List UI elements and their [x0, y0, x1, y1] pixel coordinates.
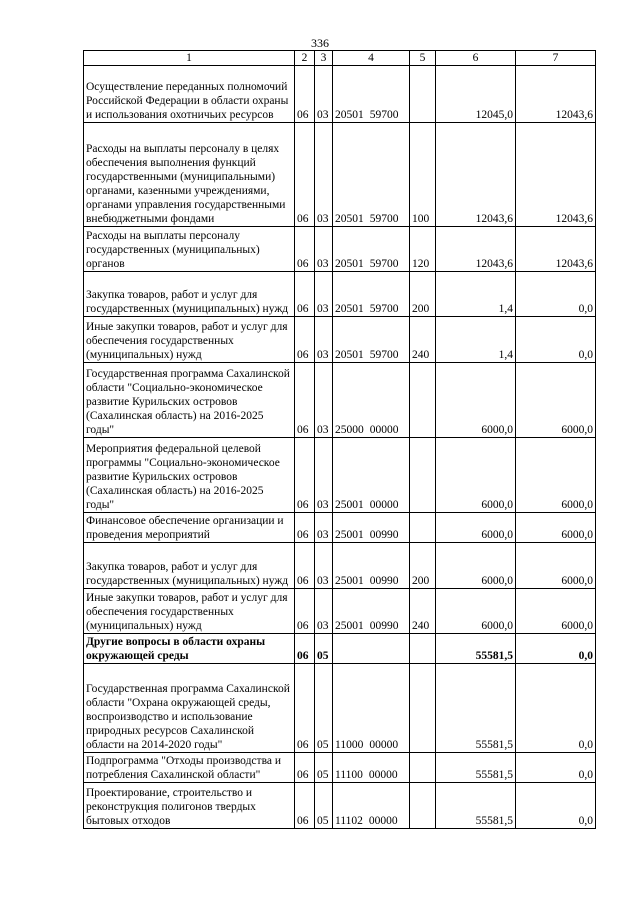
row-target-code — [333, 543, 410, 589]
row-amount-1: 55581,5 — [436, 783, 516, 829]
row-target-code — [333, 753, 410, 783]
row-amount-1: 6000,0 — [436, 363, 516, 438]
budget-table — [83, 50, 596, 829]
row-target-code-direction: 00990 — [369, 529, 399, 541]
row-target-code-program: 25001 — [335, 529, 364, 541]
row-amount-1: 1,4 — [436, 272, 516, 317]
row-target-code — [333, 227, 410, 272]
row-target-code — [333, 272, 410, 317]
row-expense-type — [410, 363, 436, 438]
row-name: Подпрограмма "Отходы производства и потребления Сахалинской области" — [84, 753, 295, 783]
row-amount-1: 6000,0 — [436, 543, 516, 589]
row-target-code-direction: 00990 — [369, 575, 399, 587]
row-name: Расходы на выплаты персоналу в целях обеспечения выполнения функций государственными (муниципальными) органами, казенными учреждениями, органами управления государственными внебюджетными фондами — [84, 123, 295, 227]
row-target-code-program: 25001 — [335, 620, 364, 632]
row-section: 06 — [295, 317, 315, 363]
row-amount-1: 12043,6 — [436, 123, 516, 227]
row-subsection: 03 — [315, 66, 333, 123]
row-amount-1: 6000,0 — [436, 589, 516, 634]
row-amount-2: 0,0 — [516, 664, 596, 753]
row-section: 06 — [295, 664, 315, 753]
row-subsection: 03 — [315, 123, 333, 227]
row-target-code-direction: 59700 — [369, 303, 399, 315]
table-row — [84, 589, 596, 634]
row-expense-type — [410, 753, 436, 783]
row-target-code-direction: 00990 — [369, 620, 399, 632]
table-row — [84, 317, 596, 363]
row-target-code-program: 11100 — [335, 769, 363, 781]
table-row — [84, 66, 596, 123]
row-target-code — [333, 123, 410, 227]
row-name: Иные закупки товаров, работ и услуг для обеспечения государственных (муниципальных) нужд — [84, 317, 295, 363]
row-subsection: 05 — [315, 664, 333, 753]
row-target-code-program: 25001 — [335, 499, 364, 511]
row-target-code-program: 11102 — [335, 815, 363, 827]
row-expense-type — [410, 513, 436, 543]
table-row — [84, 783, 596, 829]
row-name: Мероприятия федеральной целевой программы "Социально-экономическое развитие Курильских островов (Сахалинская область) на 2016-2025 годы" — [84, 438, 295, 513]
row-amount-2: 6000,0 — [516, 438, 596, 513]
table-row — [84, 634, 596, 664]
row-name: Закупка товаров, работ и услуг для государственных (муниципальных) нужд — [84, 543, 295, 589]
table-row — [84, 123, 596, 227]
row-subsection: 05 — [315, 634, 333, 664]
row-name: Другие вопросы в области охраны окружающей среды — [84, 634, 295, 664]
row-target-code-program: 25001 — [335, 575, 364, 587]
row-subsection: 03 — [315, 317, 333, 363]
table-row — [84, 272, 596, 317]
row-amount-2: 12043,6 — [516, 66, 596, 123]
row-expense-type: 240 — [410, 317, 436, 363]
row-amount-1: 12043,6 — [436, 227, 516, 272]
row-target-code-direction: 59700 — [369, 213, 399, 225]
row-section: 06 — [295, 513, 315, 543]
row-section: 06 — [295, 66, 315, 123]
header-row — [84, 51, 596, 66]
row-expense-type — [410, 783, 436, 829]
row-target-code-direction: 00000 — [368, 815, 398, 827]
page-number: 336 — [311, 36, 329, 50]
row-amount-1: 12045,0 — [436, 66, 516, 123]
row-section: 06 — [295, 123, 315, 227]
row-target-code — [333, 664, 410, 753]
row-subsection: 05 — [315, 753, 333, 783]
row-target-code-program: 20501 — [335, 213, 364, 225]
row-expense-type — [410, 634, 436, 664]
row-subsection: 03 — [315, 363, 333, 438]
row-amount-1: 55581,5 — [436, 664, 516, 753]
row-amount-1: 55581,5 — [436, 753, 516, 783]
row-target-code-direction: 00000 — [369, 739, 399, 751]
header-col-5: 5 — [410, 51, 436, 66]
row-target-code-direction: 00000 — [368, 769, 398, 781]
row-amount-2: 12043,6 — [516, 123, 596, 227]
row-amount-2: 12043,6 — [516, 227, 596, 272]
row-target-code-program: 20501 — [335, 303, 364, 315]
row-section: 06 — [295, 272, 315, 317]
row-section: 06 — [295, 227, 315, 272]
row-name: Государственная программа Сахалинской области "Социально-экономическое развитие Курильских островов (Сахалинская область) на 2016-2025 годы" — [84, 363, 295, 438]
header-col-7: 7 — [516, 51, 596, 66]
row-subsection: 03 — [315, 513, 333, 543]
row-target-code — [333, 438, 410, 513]
row-target-code-direction: 00000 — [369, 499, 399, 511]
header-col-1: 1 — [84, 51, 295, 66]
table-row — [84, 513, 596, 543]
row-subsection: 03 — [315, 272, 333, 317]
row-target-code-program: 25000 — [335, 424, 364, 436]
row-amount-2: 0,0 — [516, 317, 596, 363]
row-name: Расходы на выплаты персоналу государственных (муниципальных) органов — [84, 227, 295, 272]
row-target-code-program: 11000 — [335, 739, 364, 751]
row-amount-2: 0,0 — [516, 753, 596, 783]
table-row — [84, 664, 596, 753]
row-name: Осуществление переданных полномочий Российской Федерации в области охраны и использования охотничьих ресурсов — [84, 66, 295, 123]
row-name: Закупка товаров, работ и услуг для государственных (муниципальных) нужд — [84, 272, 295, 317]
header-col-3: 3 — [315, 51, 333, 66]
row-section: 06 — [295, 543, 315, 589]
row-target-code — [333, 317, 410, 363]
table-row — [84, 543, 596, 589]
row-amount-1: 6000,0 — [436, 438, 516, 513]
row-expense-type: 200 — [410, 543, 436, 589]
row-section: 06 — [295, 589, 315, 634]
row-target-code — [333, 513, 410, 543]
table-row — [84, 363, 596, 438]
row-subsection: 03 — [315, 589, 333, 634]
row-target-code-program: 20501 — [335, 109, 364, 121]
row-target-code — [333, 66, 410, 123]
row-amount-2: 6000,0 — [516, 543, 596, 589]
row-amount-1: 55581,5 — [436, 634, 516, 664]
row-name: Государственная программа Сахалинской области "Охрана окружающей среды, воспроизводство и использование природных ресурсов Сахалинской области на 2014-2020 годы" — [84, 664, 295, 753]
row-section: 06 — [295, 363, 315, 438]
row-section: 06 — [295, 438, 315, 513]
row-name: Иные закупки товаров, работ и услуг для обеспечения государственных (муниципальных) нужд — [84, 589, 295, 634]
header-col-2: 2 — [295, 51, 315, 66]
row-amount-2: 0,0 — [516, 783, 596, 829]
row-expense-type — [410, 66, 436, 123]
table-row — [84, 438, 596, 513]
row-subsection: 03 — [315, 227, 333, 272]
row-expense-type — [410, 438, 436, 513]
row-name: Финансовое обеспечение организации и проведения мероприятий — [84, 513, 295, 543]
row-target-code-program: 20501 — [335, 349, 364, 361]
row-section: 06 — [295, 634, 315, 664]
row-expense-type: 120 — [410, 227, 436, 272]
row-amount-2: 6000,0 — [516, 363, 596, 438]
row-expense-type: 200 — [410, 272, 436, 317]
row-target-code-direction: 00000 — [369, 424, 399, 436]
row-amount-2: 0,0 — [516, 634, 596, 664]
row-subsection: 03 — [315, 543, 333, 589]
row-target-code — [333, 634, 410, 664]
row-section: 06 — [295, 753, 315, 783]
row-expense-type: 100 — [410, 123, 436, 227]
row-amount-2: 6000,0 — [516, 513, 596, 543]
row-target-code-program: 20501 — [335, 258, 364, 270]
row-section: 06 — [295, 783, 315, 829]
row-target-code-direction: 59700 — [369, 349, 399, 361]
table-row — [84, 753, 596, 783]
row-target-code-direction: 59700 — [369, 109, 399, 121]
row-subsection: 05 — [315, 783, 333, 829]
header-col-4: 4 — [333, 51, 410, 66]
row-name: Проектирование, строительство и реконструкция полигонов твердых бытовых отходов — [84, 783, 295, 829]
table-body — [84, 66, 596, 829]
row-amount-1: 6000,0 — [436, 513, 516, 543]
row-target-code-direction: 59700 — [369, 258, 399, 270]
row-target-code — [333, 783, 410, 829]
row-amount-2: 6000,0 — [516, 589, 596, 634]
row-target-code — [333, 363, 410, 438]
row-expense-type: 240 — [410, 589, 436, 634]
row-target-code — [333, 589, 410, 634]
table-row — [84, 227, 596, 272]
header-col-6: 6 — [436, 51, 516, 66]
row-subsection: 03 — [315, 438, 333, 513]
row-amount-1: 1,4 — [436, 317, 516, 363]
row-expense-type — [410, 664, 436, 753]
row-amount-2: 0,0 — [516, 272, 596, 317]
